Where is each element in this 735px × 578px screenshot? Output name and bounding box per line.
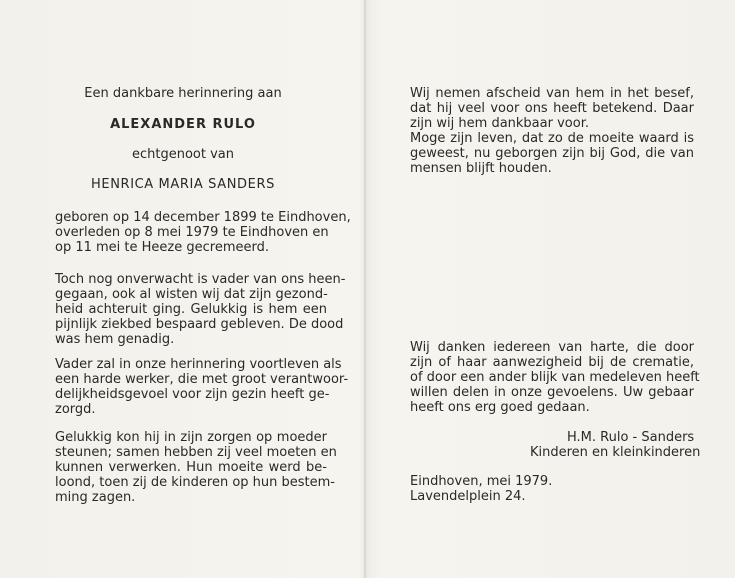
relation-text: echtgenoot van: [131, 147, 234, 162]
paragraph-line: mensen blijft houden.: [410, 161, 552, 176]
signature-family: Kinderen en kleinkinderen: [530, 445, 701, 460]
paragraph-line: willen delen in onze gevoelens. Uw gebaar: [410, 385, 694, 400]
paragraph-line: delijkheidsgevoel voor zijn gezin heeft ge-: [55, 387, 330, 402]
paragraph-line: dat hij veel voor ons heeft betekend. Daar: [410, 101, 694, 116]
life-line: op 11 mei te Heeze gecremeerd.: [55, 240, 269, 255]
paragraph-line: een harde werker, die met groot verantwoor-: [55, 372, 349, 387]
paragraph-line: Toch nog onverwacht is vader van ons heen-: [55, 272, 346, 287]
paragraph-line: kunnen verwerken. Hun moeite werd be-: [55, 460, 327, 475]
paragraph-line: zijn wij hem dankbaar voor.: [410, 116, 589, 131]
paragraph-line: geweest, nu geborgen zijn bij God, die van: [410, 146, 694, 161]
paragraph-line: Wij nemen afscheid van hem in het besef,: [410, 86, 694, 101]
paragraph-line: Moge zijn leven, dat zo de moeite waard is: [410, 131, 694, 146]
paragraph-line: ming zagen.: [55, 490, 136, 505]
paragraph-line: Vader zal in onze herinnering voortleven als: [55, 357, 342, 372]
paragraph-line: gegaan, ook al wisten wij dat zijn gezond-: [55, 287, 328, 302]
paragraph-line: heeft ons erg goed gedaan.: [410, 400, 590, 415]
life-line: geboren op 14 december 1899 te Eindhoven,: [55, 210, 351, 225]
paragraph-line: Gelukkig kon hij in zijn zorgen op moeder: [55, 430, 327, 445]
paragraph-line: heid achteruit ging. Gelukkig is hem een: [55, 302, 327, 317]
paragraph-line: Wij danken iedereen van harte, die door: [410, 340, 694, 355]
paragraph-line: pijnlijk ziekbed bespaard gebleven. De dood: [55, 317, 344, 332]
paragraph-line: loond, toen zij de kinderen op hun bestem-: [55, 475, 335, 490]
place-date: Eindhoven, mei 1979.: [410, 474, 553, 489]
intro-text: Een dankbare herinnering aan: [84, 86, 282, 101]
paragraph-line: zorgd.: [55, 402, 96, 417]
spouse-name: HENRICA MARIA SANDERS: [91, 177, 275, 192]
paragraph-line: zijn of haar aanwezigheid bij de crematie,: [410, 355, 694, 370]
paragraph-line: of door een ander blijk van medeleven heeft: [410, 370, 700, 385]
paragraph-line: was hem genadig.: [55, 332, 175, 347]
signature-name: H.M. Rulo - Sanders: [567, 430, 695, 445]
deceased-name: ALEXANDER RULO: [110, 117, 256, 132]
address: Lavendelplein 24.: [410, 489, 526, 504]
life-line: overleden op 8 mei 1979 te Eindhoven en: [55, 225, 329, 240]
paragraph-line: steunen; samen hebben zij veel moeten en: [55, 445, 337, 460]
